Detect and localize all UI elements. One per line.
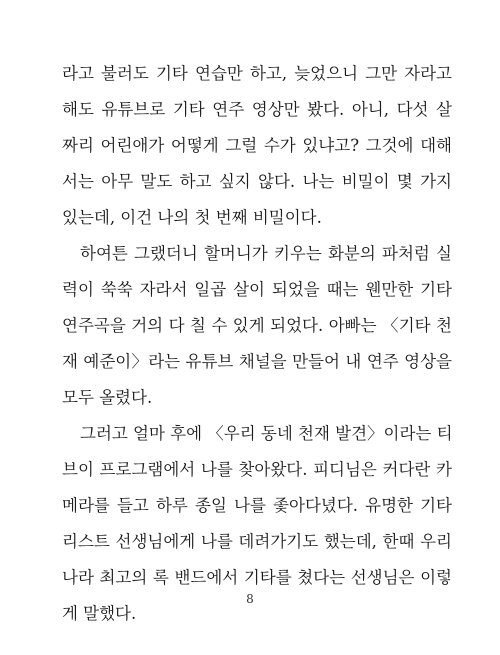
text-line: 브이 프로그램에서 나를 찾아왔다. 피디님은 커다란 카: [62, 460, 452, 479]
text-line: 게 말했다.: [62, 604, 137, 623]
body-text: [62, 56, 452, 632]
text-line: 서는 아무 말도 하고 싶지 않다. 나는 비밀이 몇 가지: [62, 172, 452, 191]
text-line: 있는데, 이건 나의 첫 번째 비밀이다.: [62, 208, 322, 227]
text-line: 모두 올렸다.: [62, 388, 153, 407]
text-line: 리스트 선생님에게 나를 데려가기도 했는데, 한때 우리: [62, 532, 452, 551]
text-line: 메라를 들고 하루 종일 나를 좇아다녔다. 유명한 기타: [62, 496, 452, 515]
text-line: 하여튼 그랬더니 할머니가 키우는 화분의 파처럼 실: [80, 244, 452, 263]
text-line: 력이 쑥쑥 자라서 일곱 살이 되었을 때는 웬만한 기타: [62, 280, 452, 299]
text-line: 연주곡을 거의 다 칠 수 있게 되었다. 아빠는 〈기타 천: [62, 316, 452, 335]
paragraph-1: [62, 56, 452, 236]
text-line: 그러고 얼마 후에 〈우리 동네 천재 발견〉이라는 티: [80, 424, 453, 443]
paragraph-2: [62, 236, 452, 416]
text-line: 나라 최고의 록 밴드에서 기타를 쳤다는 선생님은 이렇: [62, 568, 452, 587]
text-line: 재 예준이〉라는 유튜브 채널을 만들어 내 연주 영상을: [62, 352, 452, 371]
page-number: 8: [246, 592, 254, 606]
text-line: 해도 유튜브로 기타 연주 영상만 봤다. 아니, 다섯 살: [62, 100, 452, 119]
text-line: 라고 불러도 기타 연습만 하고, 늦었으니 그만 자라고: [62, 64, 452, 83]
text-line: 짜리 어린애가 어떻게 그럴 수가 있냐고? 그것에 대해: [62, 136, 452, 155]
